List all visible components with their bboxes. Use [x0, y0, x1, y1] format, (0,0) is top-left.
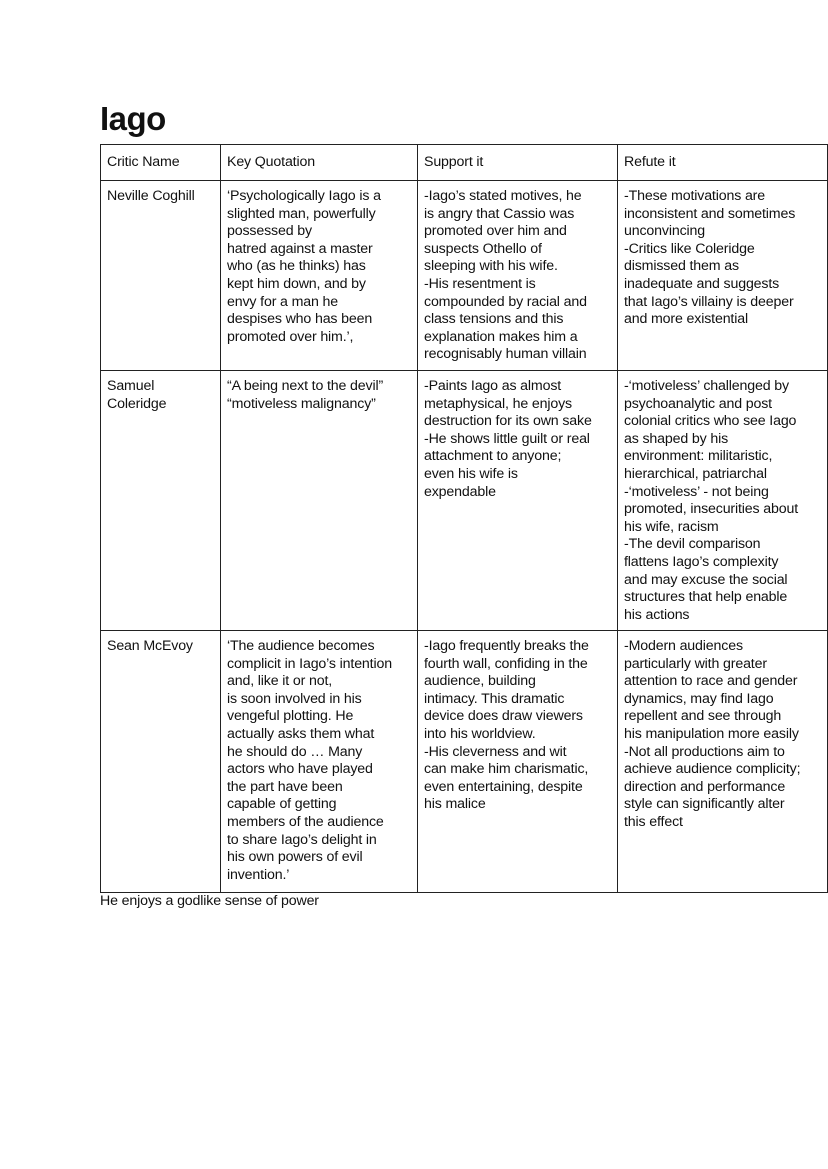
- support-cell: -Paints Iago as almost metaphysical, he enjoys destruction for its own sake -He shows little guilt or real attachment to anyone; even his wife is expendable: [418, 371, 618, 631]
- header-critic-name: Critic Name: [101, 145, 221, 181]
- critics-table: [100, 144, 828, 893]
- quotation-cell: ‘The audience becomes complicit in Iago’s intention and, like it or not, is soon involved in his vengeful plotting. He actually asks them what he should do … Many actors who have played the part have been capable of getting members of the audience to share Iago’s delight in his own powers of evil invention.’: [221, 631, 418, 893]
- critic-name-cell: Samuel Coleridge: [101, 371, 221, 631]
- support-cell: -Iago’s stated motives, he is angry that Cassio was promoted over him and suspects Othello of sleeping with his wife. -His resentment is compounded by racial and class tensions and this explanation makes him a recognisably human villain: [418, 181, 618, 371]
- quotation-cell: ‘Psychologically Iago is a slighted man, powerfully possessed by hatred against a master who (as he thinks) has kept him down, and by envy for a man he despises who has been promoted over him.’,: [221, 181, 418, 371]
- header-refute-it: Refute it: [618, 145, 828, 181]
- table-row: [101, 371, 828, 631]
- table-row: [101, 181, 828, 371]
- footer-note: He enjoys a godlike sense of power: [100, 893, 319, 909]
- header-key-quotation: Key Quotation: [221, 145, 418, 181]
- refute-cell: -‘motiveless’ challenged by psychoanalytic and post colonial critics who see Iago as shaped by his environment: militaristic, hierarchical, patriarchal -‘motiveless’ - not being promoted, insecurities about his wife, racism -The devil comparison flattens Iago’s complexity and may excuse the social structures that help enable his actions: [618, 371, 828, 631]
- page-title: Iago: [100, 100, 166, 137]
- support-cell: -Iago frequently breaks the fourth wall, confiding in the audience, building intimacy. This dramatic device does draw viewers into his worldview. -His cleverness and wit can make him charismatic, even entertaining, despite his malice: [418, 631, 618, 893]
- quotation-cell: “A being next to the devil” “motiveless malignancy”: [221, 371, 418, 631]
- table-header-row: [101, 145, 828, 181]
- refute-cell: -Modern audiences particularly with greater attention to race and gender dynamics, may find Iago repellent and see through his manipulation more easily -Not all productions aim to achieve audience complicity; direction and performance style can significantly alter this effect: [618, 631, 828, 893]
- table-row: [101, 631, 828, 893]
- header-support-it: Support it: [418, 145, 618, 181]
- refute-cell: -These motivations are inconsistent and sometimes unconvincing -Critics like Coleridge dismissed them as inadequate and suggests that Iago’s villainy is deeper and more existential: [618, 181, 828, 371]
- critic-name-cell: Neville Coghill: [101, 181, 221, 371]
- critic-name-cell: Sean McEvoy: [101, 631, 221, 893]
